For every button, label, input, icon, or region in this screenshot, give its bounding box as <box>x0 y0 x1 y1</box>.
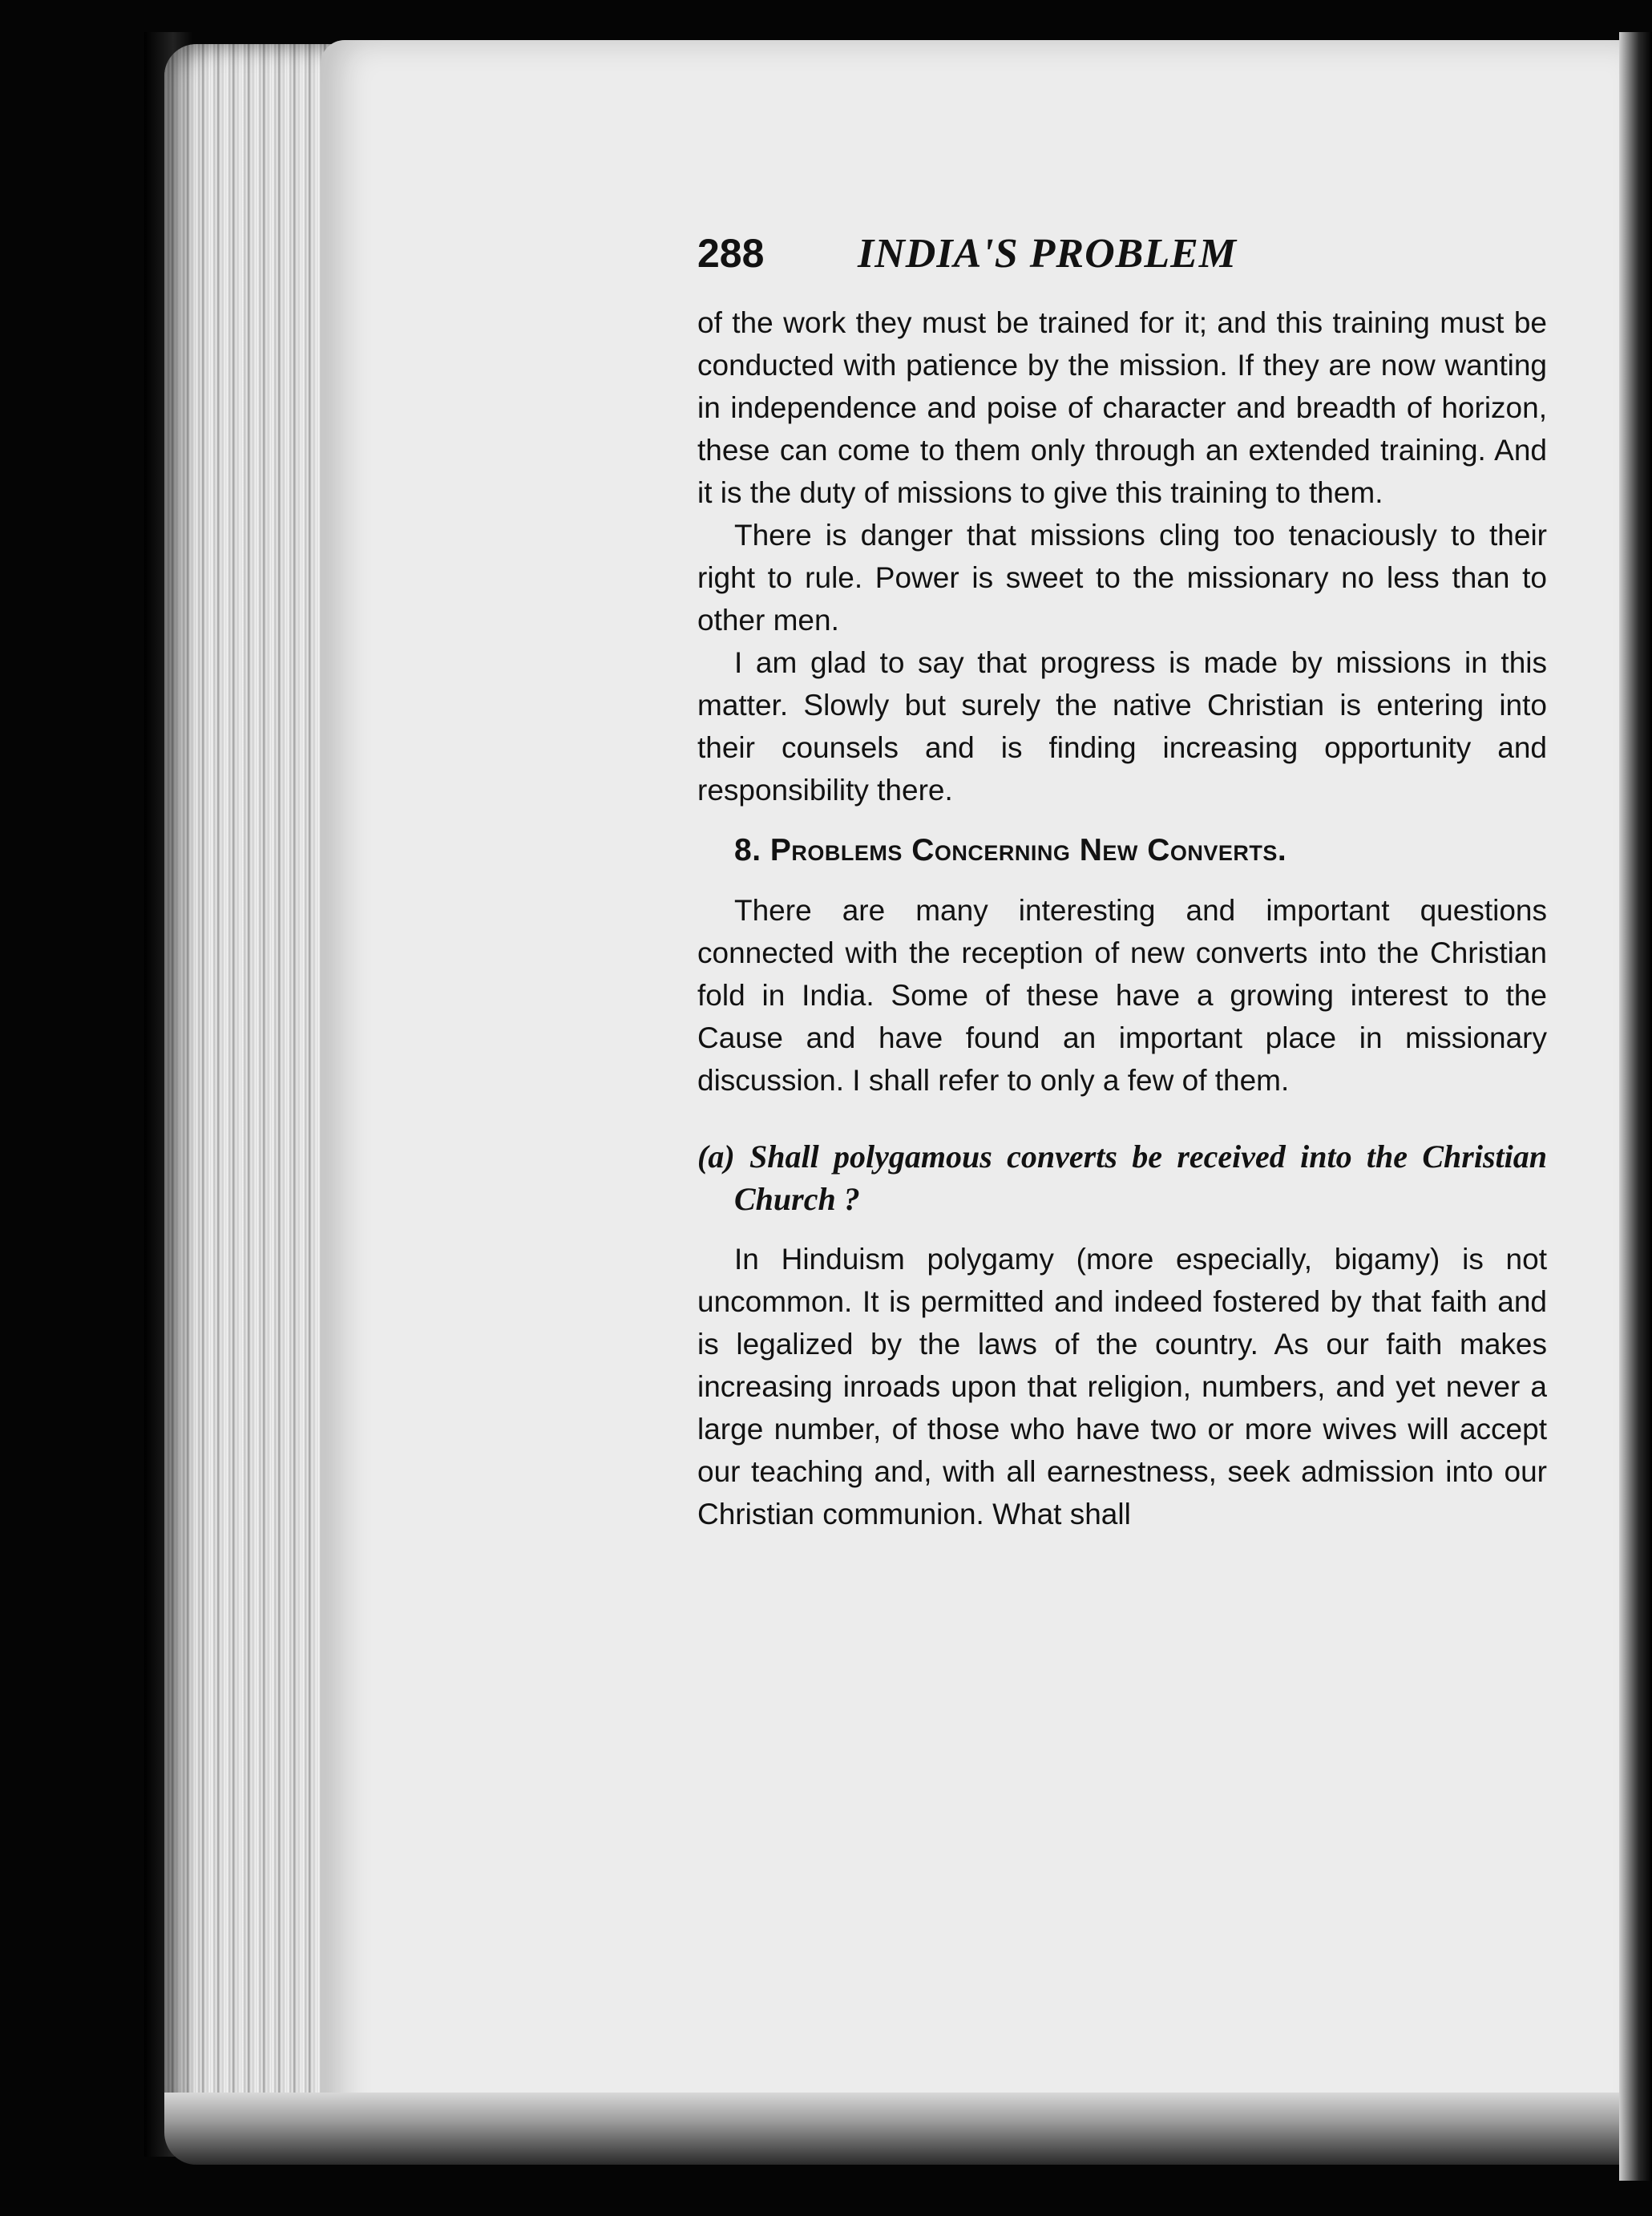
paragraph-continued: of the work they must be trained for it; and this training must be conducted with patience by the mission. If they are now wanting in independence and poise of character and breadth of horizon, these can come to them only through an extended training. And it is the duty of missions to give this training to them. <box>697 306 1547 509</box>
page-bottom-edge <box>164 2093 1631 2165</box>
paragraph-danger: There is danger that missions cling too tenaciously to their right to rule. Power is sweet to the missionary no less than to other men. <box>697 519 1547 637</box>
paragraph-progress: I am glad to say that progress is made by missions in this matter. Slowly but surely the native Christian is entering into their counsels and is finding increasing opportunity and responsibility there. <box>697 646 1547 807</box>
page-text-block <box>697 233 1547 1535</box>
section-heading: 8. Problems Concerning New Converts. <box>734 833 1287 867</box>
running-title: INDIA'S PROBLEM <box>858 231 1237 277</box>
page-right-edge <box>1619 32 1652 2181</box>
book-page-edges <box>164 44 337 2145</box>
paragraph-hinduism: In Hinduism polygamy (more especially, bigamy) is not uncommon. It is permitted and indeed fostered by that faith and is legalized by the laws of the country. As our faith makes increasing inroads upon that religion, numbers, and yet never a large number, of those who have two or more wives will accept our teaching and, with all earnestness, seek admission into our Christian communion. What shall <box>697 1243 1547 1531</box>
running-header <box>697 233 1547 289</box>
paragraph-converts: There are many interesting and important questions connected with the reception of new converts into the Christian fold in India. Some of these have a growing interest to the Cause and have found an important place in missionary discussion. I shall refer to only a few of them. <box>697 894 1547 1097</box>
page-number: 288 <box>697 231 765 276</box>
question-heading <box>697 1135 1547 1220</box>
question-text: (a) Shall polygamous converts be received into the Christian Church ? <box>697 1138 1547 1217</box>
